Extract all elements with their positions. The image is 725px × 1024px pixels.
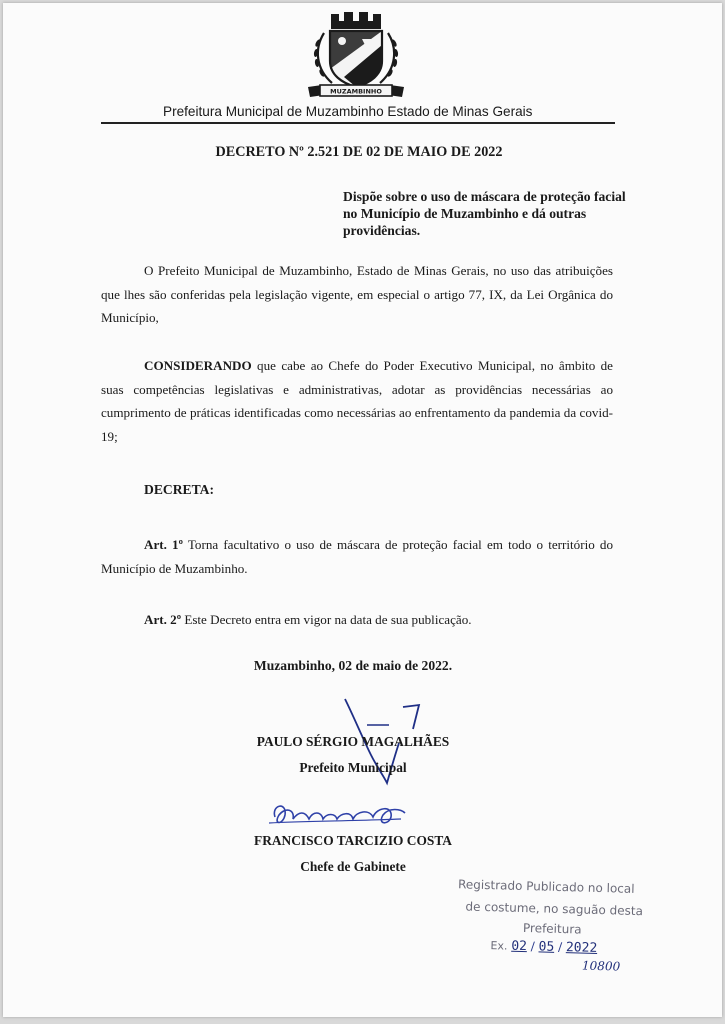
crest-ribbon-text: MUZAMBINHO (330, 87, 382, 96)
considerando-text: que cabe ao Chefe do Poder Executivo Municipal, no âmbito de suas competências legislativas e administrativas, adotar as providências necessárias ao cumprimento de práticas identificadas como necessárias ao enfrentamento da pandemia da covid-19; (101, 358, 613, 444)
stamp-month: 05 (538, 939, 555, 955)
municipal-crest-icon (304, 11, 408, 103)
chief-signature (265, 797, 415, 833)
considerando-label: CONSIDERANDO (144, 358, 252, 373)
article-2-text: Este Decreto entra em vigor na data de sua publicação. (181, 612, 472, 627)
stamp-line-1: Registrado Publicado no local (457, 877, 635, 896)
stamp-date: Ex. 02 / 05 / 2022 (490, 938, 598, 956)
document-page (3, 3, 722, 1017)
stamp-day: 02 (511, 938, 528, 955)
article-2 (101, 608, 613, 632)
institution-header: Prefeitura Municipal de Muzambinho Estado de Minas Gerais (163, 104, 533, 119)
stamp-initials: 10800 (581, 958, 621, 974)
preamble-text: O Prefeito Municipal de Muzambinho, Estado de Minas Gerais, no uso das atribuições que lhes são conferidas pela legislação vigente, em especial o artigo 77, IX, da Lei Orgânica do Município, (101, 263, 613, 325)
preamble-paragraph (101, 259, 613, 330)
decree-title: DECRETO Nº 2.521 DE 02 DE MAIO DE 2022 (215, 144, 503, 160)
publication-stamp (450, 875, 673, 981)
header-divider (101, 122, 615, 124)
stamp-ex-label: Ex. (490, 939, 508, 953)
article-1-text: Torna facultativo o uso de máscara de proteção facial em todo o território do Município de Muzambinho. (101, 537, 613, 576)
signatory-2-name: FRANCISCO TARCIZIO COSTA (254, 833, 452, 848)
stamp-line-2: de costume, no saguão desta (465, 899, 644, 919)
city-date-line: Muzambinho, 02 de maio de 2022. (253, 658, 453, 673)
article-1 (101, 533, 613, 580)
stamp-line-3: Prefeitura (522, 921, 582, 937)
stamp-year: 2022 (565, 940, 598, 956)
signatory-1-role: Prefeito Municipal (299, 760, 407, 775)
considerando-paragraph (101, 354, 613, 448)
decree-ementa: Dispõe sobre o uso de máscara de proteção facial no Município de Muzambinho e dá outras providências. (343, 189, 626, 238)
signatory-2-role: Chefe de Gabinete (300, 859, 406, 874)
article-1-label: Art. 1º (144, 537, 183, 552)
signatory-1-name: PAULO SÉRGIO MAGALHÃES (256, 734, 450, 749)
decreta-heading: DECRETA: (144, 482, 214, 497)
article-2-label: Art. 2º (144, 612, 182, 627)
